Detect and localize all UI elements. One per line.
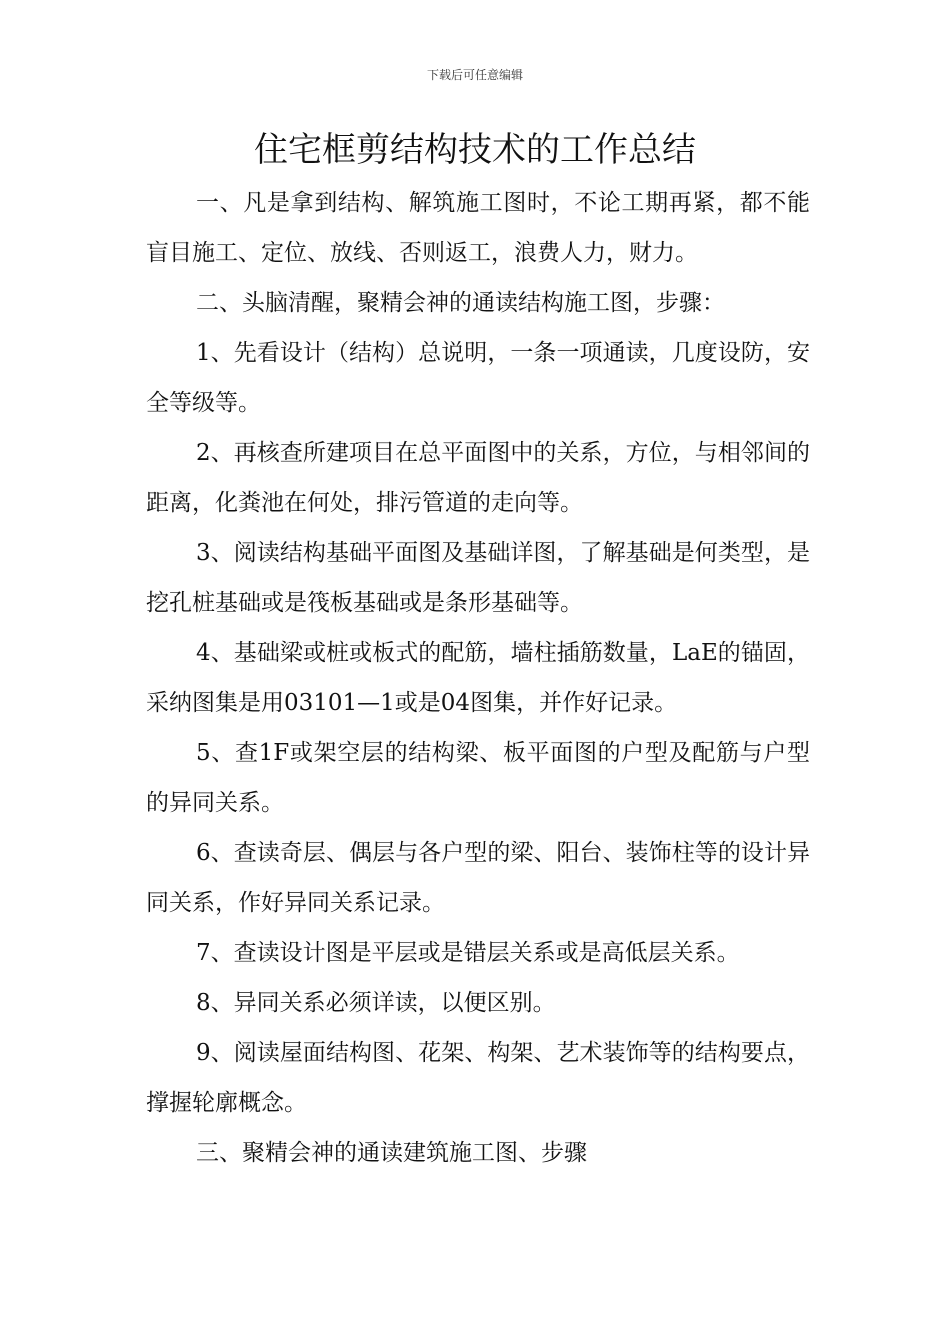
paragraph-12: 三、聚精会神的通读建筑施工图、步骤 [196, 1140, 587, 1166]
paragraph-9: 7、查读设计图是平层或是错层关系或是高低层关系。 [196, 940, 740, 966]
paragraph-8: 6、查读奇层、偶层与各户型的梁、阳台、装饰柱等的设计异同关系，作好异同关系记录。 [146, 840, 810, 916]
paragraph-7: 5、查1F或架空层的结构梁、板平面图的户型及配筋与户型的异同关系。 [146, 740, 810, 816]
paragraph-5: 3、阅读结构基础平面图及基础详图，了解基础是何类型，是挖孔桩基础或是筏板基础或是条形基础等。 [146, 540, 810, 616]
paragraph-11: 9、阅读屋面结构图、花架、构架、艺术装饰等的结构要点，撑握轮廓概念。 [146, 1040, 810, 1116]
paragraph-6: 4、基础梁或桩或板式的配筋，墙柱插筋数量，LaE的锚固，采纳图集是用03101—1或是04图集，并作好记录。 [146, 640, 810, 716]
paragraph-3: 1、先看设计（结构）总说明，一条一项通读，几度设防，安全等级等。 [146, 340, 810, 416]
header-note: 下载后可任意编辑 [426, 68, 523, 82]
document-title: 住宅框剪结构技术的工作总结 [254, 130, 696, 170]
paragraph-2: 二、头脑清醒，聚精会神的通读结构施工图，步骤： [196, 290, 725, 316]
paragraph-1: 一、凡是拿到结构、解筑施工图时，不论工期再紧，都不能盲目施工、定位、放线、否则返工，浪费人力，财力。 [146, 190, 810, 266]
document-body [146, 178, 810, 1178]
paragraph-4: 2、再核查所建项目在总平面图中的关系，方位，与相邻间的距离，化粪池在何处，排污管道的走向等。 [146, 440, 810, 516]
paragraph-10: 8、异同关系必须详读，以便区别。 [196, 990, 556, 1016]
